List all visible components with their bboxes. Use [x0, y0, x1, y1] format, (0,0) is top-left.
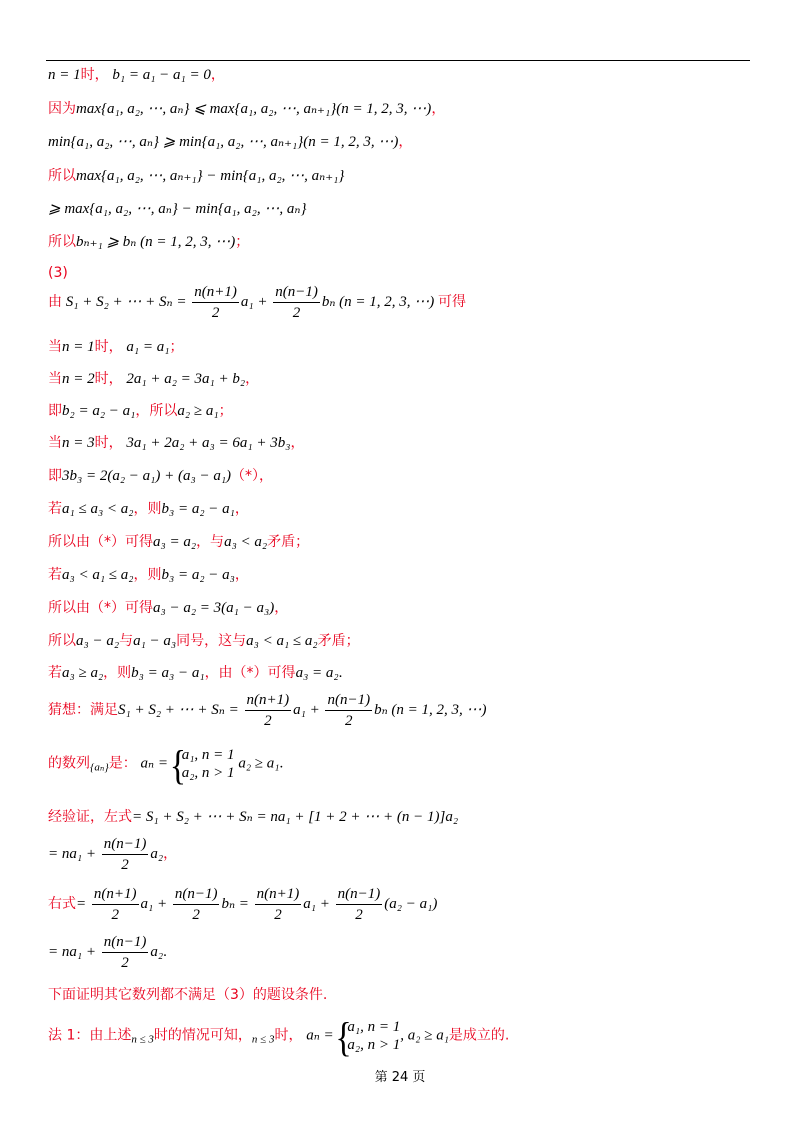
fraction: $\frac{n(n-1)}{2}$ [275, 284, 318, 321]
line-case-n3: 当n = 3时， 3a₁ + 2a₂ + a₃ = 6a₁ + 3b₃， [48, 435, 305, 451]
line-if-3: 若a₃ ≥ a₂，则b₃ = a₃ − a₁，由（*）可得a₃ = a₂. [48, 665, 343, 681]
line-star-eq: 即3b₃ = 2(a₂ − a₁) + (a₃ − a₁)（*）， [48, 468, 274, 484]
line-derive-2: 所以由（*）可得a₃ − a₂ = 3(a₁ − a₃)， [48, 600, 289, 616]
line-geq-max-min: ⩾ max{a₁, a₂, ⋯, aₙ} − min{a₁, a₂, ⋯, aₙ} [48, 201, 307, 217]
fraction: $\frac{n(n+1)}{2}$ [256, 886, 300, 923]
line-left-side: 经验证，左式= S₁ + S₂ + ⋯ + Sₙ = na₁ + [1 + 2 + ⋯ + (n − 1)]a₂ [48, 809, 459, 825]
fraction: $\frac{n(n-1)}{2}$ [103, 836, 147, 873]
section-label-3: (3) [48, 265, 68, 281]
page-number: 第 24 页 [374, 1070, 426, 1085]
header-rule [46, 60, 750, 61]
fraction: $\frac{n(n+1)}{2}$ [246, 692, 290, 729]
line-sum-formula: 由 S₁ + S₂ + ⋯ + Sₙ = $\frac{n(n+1)}{2}$ a₁ + $\frac{n(n-1)}{2}$ bₙ (n = 1, 2, 3, ⋯) 可得 [48, 284, 467, 321]
line-if-1: 若a₁ ≤ a₃ < a₂，则b₃ = a₂ − a₁， [48, 501, 249, 517]
line-conjecture: 猜想：满足S₁ + S₂ + ⋯ + Sₙ = $\frac{n(n+1)}{2}$ a₁ + $\frac{n(n-1)}{2}$ bₙ (n = 1, 2, 3, ⋯) [48, 692, 487, 729]
line-n1-b1: n = 1时， b₁ = a₁ − a₁ = 0， [48, 67, 225, 83]
line-method-1: 法 1：由上述$_{n \le 3}$时的情况可知，$_{n \le 3}$时， aₙ = { a₁, n = 1 a₂, n > 1 , a₂ ≥ a₁是成立的. [48, 1018, 509, 1054]
piecewise-brace: { a₁, n = 1 a₂, n > 1 [172, 746, 235, 782]
line-proof-intro: 下面证明其它数列都不满足（3）的题设条件. [48, 987, 328, 1003]
line-contradiction-2: 所以a₃ − a₂与a₁ − a₃同号，这与a₃ < a₁ ≤ a₂矛盾； [48, 633, 360, 649]
fraction: $\frac{n(n-1)}{2}$ [174, 886, 218, 923]
line-case-n2: 当n = 2时， 2a₁ + a₂ = 3a₁ + b₂， [48, 371, 260, 387]
line-sequence-def: 的数列$_{\{a_n\}}$是： aₙ = { a₁, n = 1 a₂, n > 1 a₂ ≥ a₁. [48, 746, 283, 782]
line-right-result: = na₁ + $\frac{n(n-1)}{2}$ a₂. [48, 934, 167, 971]
line-left-result: = na₁ + $\frac{n(n-1)}{2}$ a₂， [48, 836, 178, 873]
fraction: $\frac{n(n+1)}{2}$ [93, 886, 137, 923]
fraction: $\frac{n(n+1)}{2}$ [194, 284, 237, 321]
fraction: $\frac{n(n-1)}{2}$ [103, 934, 147, 971]
piecewise-brace: { a₁, n = 1 a₂, n > 1 [337, 1018, 400, 1054]
line-max-ineq: 因为max{a₁, a₂, ⋯, aₙ} ⩽ max{a₁, a₂, ⋯, aₙ₊₁}(n = 1, 2, 3, ⋯)， [48, 101, 446, 117]
line-right-side: 右式= $\frac{n(n+1)}{2}$ a₁ + $\frac{n(n-1)}{2}$ bₙ = $\frac{n(n+1)}{2}$ a₁ + $\frac{n(n-1)}{2}$ (a₂ − a₁) [48, 886, 438, 923]
line-if-2: 若a₃ < a₁ ≤ a₂，则b₃ = a₂ − a₃， [48, 567, 249, 583]
fraction: $\frac{n(n-1)}{2}$ [337, 886, 381, 923]
line-bn-monotone: 所以bₙ₊₁ ⩾ bₙ (n = 1, 2, 3, ⋯)； [48, 234, 250, 250]
line-b2: 即b₂ = a₂ − a₁，所以a₂ ≥ a₁； [48, 403, 233, 419]
fraction: $\frac{n(n-1)}{2}$ [327, 692, 371, 729]
line-case-n1: 当n = 1时， a₁ = a₁； [48, 339, 184, 355]
line-contradiction-1: 所以由（*）可得a₃ = a₂，与a₃ < a₂矛盾； [48, 534, 310, 550]
line-min-ineq: min{a₁, a₂, ⋯, aₙ} ⩾ min{a₁, a₂, ⋯, aₙ₊₁}(n = 1, 2, 3, ⋯)， [48, 134, 413, 150]
line-max-minus-min: 所以max{a₁, a₂, ⋯, aₙ₊₁} − min{a₁, a₂, ⋯, aₙ₊₁} [48, 168, 345, 184]
